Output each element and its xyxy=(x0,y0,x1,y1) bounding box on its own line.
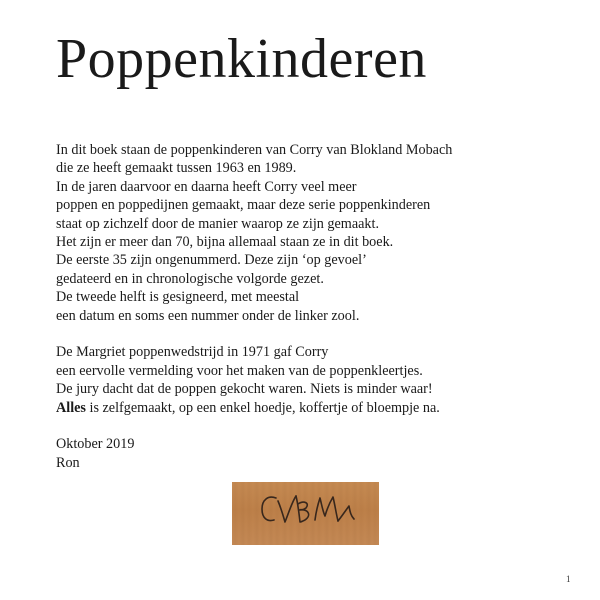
text-line: De eerste 35 zijn ongenummerd. Deze zijn ‘op gevoel’ xyxy=(56,252,367,269)
text-line: De tweede helft is gesigneerd, met meestal xyxy=(56,289,300,306)
text-line: De jury dacht dat de poppen gekocht waren. Niets is minder waar! xyxy=(56,381,433,398)
paragraph-gap xyxy=(56,417,576,435)
text-line: De Margriet poppenwedstrijd in 1971 gaf Corry xyxy=(56,344,329,361)
page-title: Poppenkinderen xyxy=(56,28,427,90)
text-line: een datum en soms een nummer onder de linker zool. xyxy=(56,307,360,324)
signature-ink xyxy=(232,482,379,545)
text-line: poppen en poppedijnen gemaakt, maar deze serie poppenkinderen xyxy=(56,197,431,214)
text-line: In de jaren daarvoor en daarna heeft Corry veel meer xyxy=(56,178,357,195)
text-line-rest: is zelfgemaakt, op een enkel hoedje, koffertje of bloempje na. xyxy=(85,399,440,416)
signature-photo xyxy=(232,482,379,545)
date-line: Oktober 2019 xyxy=(56,436,135,453)
emphasis-alles: Alles xyxy=(56,399,86,416)
text-line: Het zijn er meer dan 70, bijna allemaal staan ze in dit boek. xyxy=(56,234,394,251)
text-line: die ze heeft gemaakt tussen 1963 en 1989. xyxy=(56,160,297,177)
text-line: een eervolle vermelding voor het maken van de poppenkleertjes. xyxy=(56,362,423,379)
paragraph-gap xyxy=(56,325,576,343)
intro-text xyxy=(56,141,576,472)
text-line: gedateerd en in chronologische volgorde gezet. xyxy=(56,270,324,287)
author-line: Ron xyxy=(56,454,80,471)
page-number: 1 xyxy=(566,574,571,584)
text-line: In dit boek staan de poppenkinderen van Corry van Blokland Mobach xyxy=(56,142,453,158)
text-line: staat op zichzelf door de manier waarop ze zijn gemaakt. xyxy=(56,215,380,232)
text-line xyxy=(56,399,576,417)
